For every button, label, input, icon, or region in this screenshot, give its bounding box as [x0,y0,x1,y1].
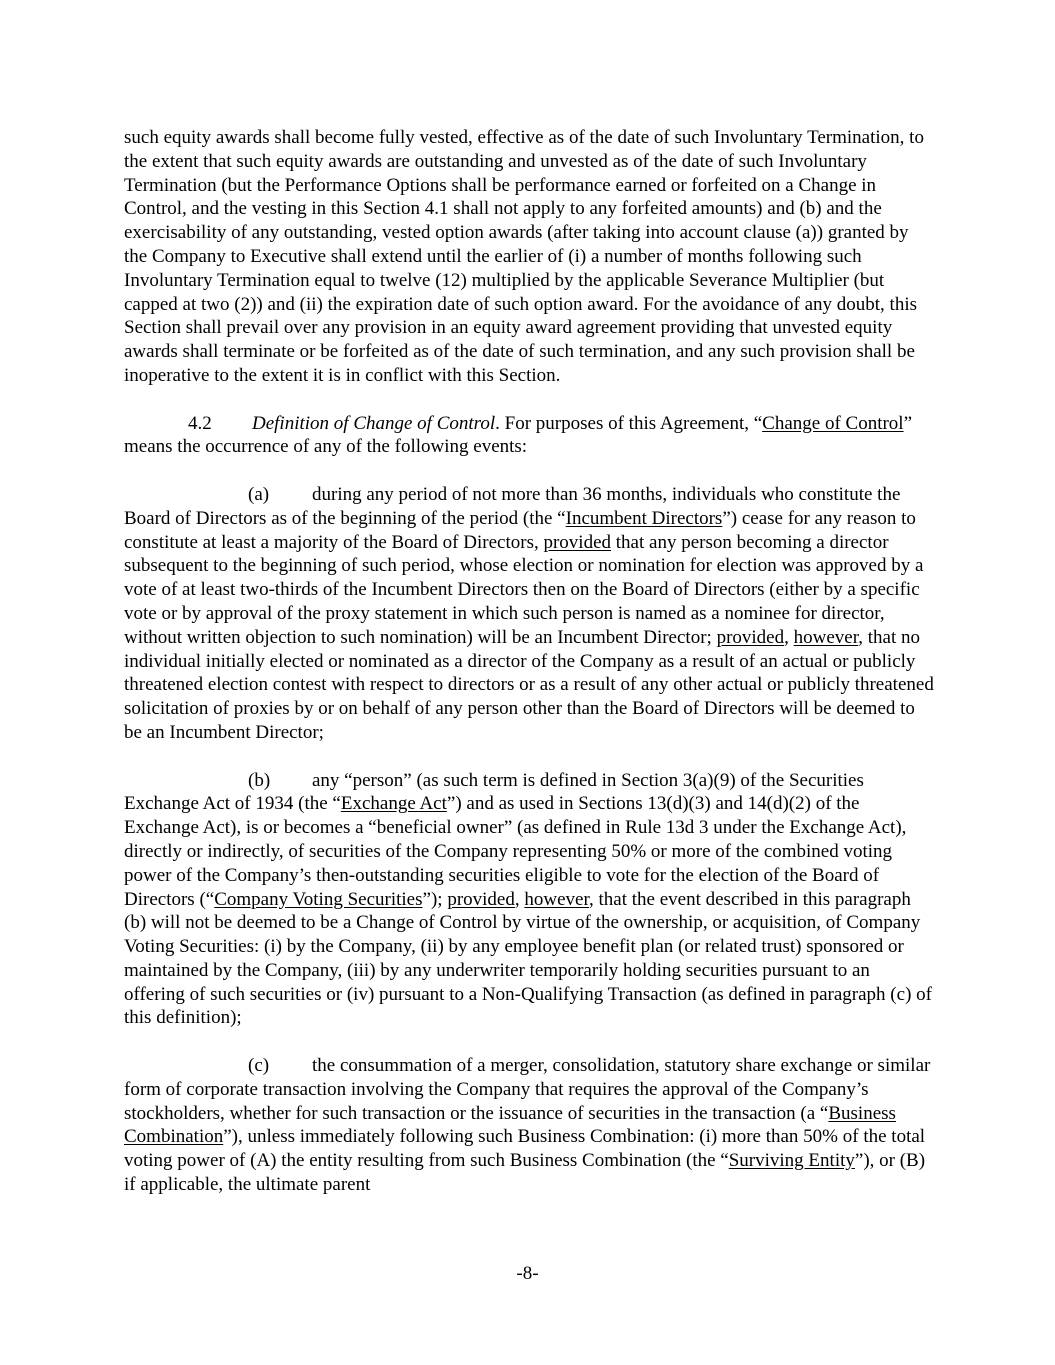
text-run: , [784,626,794,648]
text-run: the consummation of a merger, consolidation, statutory share exchange or similar form of corporate transaction involving the Company that requires the approval of the Company’s stockholders, whether for such transaction or the issuance of securities in the transaction (a “ [124,1055,931,1124]
text-run: any “person” (as such term is defined in Section 3(a)(9) of the Securities Exchange Act of 1934 (the “ [124,769,864,815]
text-run: , [514,888,525,910]
underlined-provided: provided [716,626,785,648]
clause-label: (a) [248,483,270,505]
defined-term-surviving-entity: Surviving Entity [728,1150,855,1172]
clause-a [124,483,934,745]
underlined-however: however [793,626,859,648]
clause-label: (c) [248,1055,270,1077]
defined-term-company-voting-securities: Company Voting Securities [214,888,423,910]
paragraph-continuation: such equity awards shall become fully vested, effective as of the date of such Involuntary Termination, to the extent that such equity awards are outstanding and unvested as of the date of such Involuntary Termination (but the Performance Options shall be performance earned or forfeited on a Change in Control, and the vesting in this Section 4.1 shall not apply to any forfeited amounts) and (b) and the exercisability of any outstanding, vested option awards (after taking into account clause (a)) granted by the Company to Executive shall extend until the earlier of (i) a number of months following such Involuntary Termination equal to twelve (12) multiplied by the applicable Severance Multiplier (but capped at two (2)) and (ii) the expiration date of such option award. For the avoidance of any doubt, this Section shall prevail over any provision in an equity award agreement providing that unvested equity awards shall terminate or be forfeited as of the date of such termination, and any such provision shall be inoperative to the extent it is in conflict with this Section. [124,127,924,386]
clause-label: (b) [248,769,271,791]
underlined-however: however [524,888,590,910]
text-run: that any person becoming a director subsequent to the beginning of such period, whose election or nomination for election was approved by a vote of at least two-thirds of the Incumbent Directors then on the Board of Directors (either by a specific vote or by approval of the proxy statement in which such person is named as a nominee for director, without written objection to such nomination) will be an Incumbent Director; [124,531,924,648]
defined-term-business-combination: Business Combination [124,1102,896,1148]
section-heading: Definition of Change of Control [252,412,496,434]
text-run: ” means the occurrence of any of the following events: [124,412,913,458]
text-run: . For purposes of this Agreement, “ [495,412,763,434]
defined-term-change-of-control: Change of Control [762,412,904,434]
text-run: ”), unless immediately following such Business Combination: (i) more than 50% of the total voting power of (A) the entity resulting from such Business Combination (the “ [124,1126,926,1172]
section-number: 4.2 [188,412,212,434]
underlined-provided: provided [447,888,515,910]
clause-c [124,1054,934,1197]
clause-b [124,769,934,1031]
section-4-2 [124,412,934,460]
text-run: during any period of not more than 36 months, individuals who constitute the Board of Directors as of the beginning of the period (the “ [124,483,901,529]
text-run: , that no individual initially elected or nominated as a director of the Company as a result of an actual or publicly threatened election contest with respect to directors or as a result of any other actual or publicly threatened solicitation of proxies by or on behalf of any person other than the Board of Directors will be deemed to be an Incumbent Director; [124,626,934,743]
text-run: , that the event described in this paragraph (b) will not be deemed to be a Change of Control by virtue of the ownership, or acquisition, of Company Voting Securities: (i) by the Company, (ii) by any employee benefit plan (or related trust) sponsored or maintained by the Company, (iii) by any underwriter temporarily holding securities pursuant to an offering of such securities or (iv) pursuant to a Non-Qualifying Transaction (as defined in paragraph (c) of this definition); [124,888,932,1029]
text-run: ”); [422,888,448,910]
defined-term-incumbent-directors: Incumbent Directors [565,507,723,529]
defined-term-exchange-act: Exchange Act [340,793,447,815]
text-run: ”) and as used in Sections 13(d)(3) and 14(d)(2) of the Exchange Act), is or becomes a “beneficial owner” (as defined in Rule 13d 3 under the Exchange Act), directly or indirectly, of securities of the Company representing 50% or more of the combined voting power of the Company’s then-outstanding securities eligible to vote for the election of the Board of Directors (“ [124,793,907,910]
page-number: -8- [516,1263,539,1284]
text-run: ”) cease for any reason to constitute at least a majority of the Board of Directors, [124,507,916,553]
document-page [124,126,934,1197]
underlined-provided: provided [543,531,612,553]
text-run: ”), or (B) if applicable, the ultimate parent [124,1150,926,1196]
